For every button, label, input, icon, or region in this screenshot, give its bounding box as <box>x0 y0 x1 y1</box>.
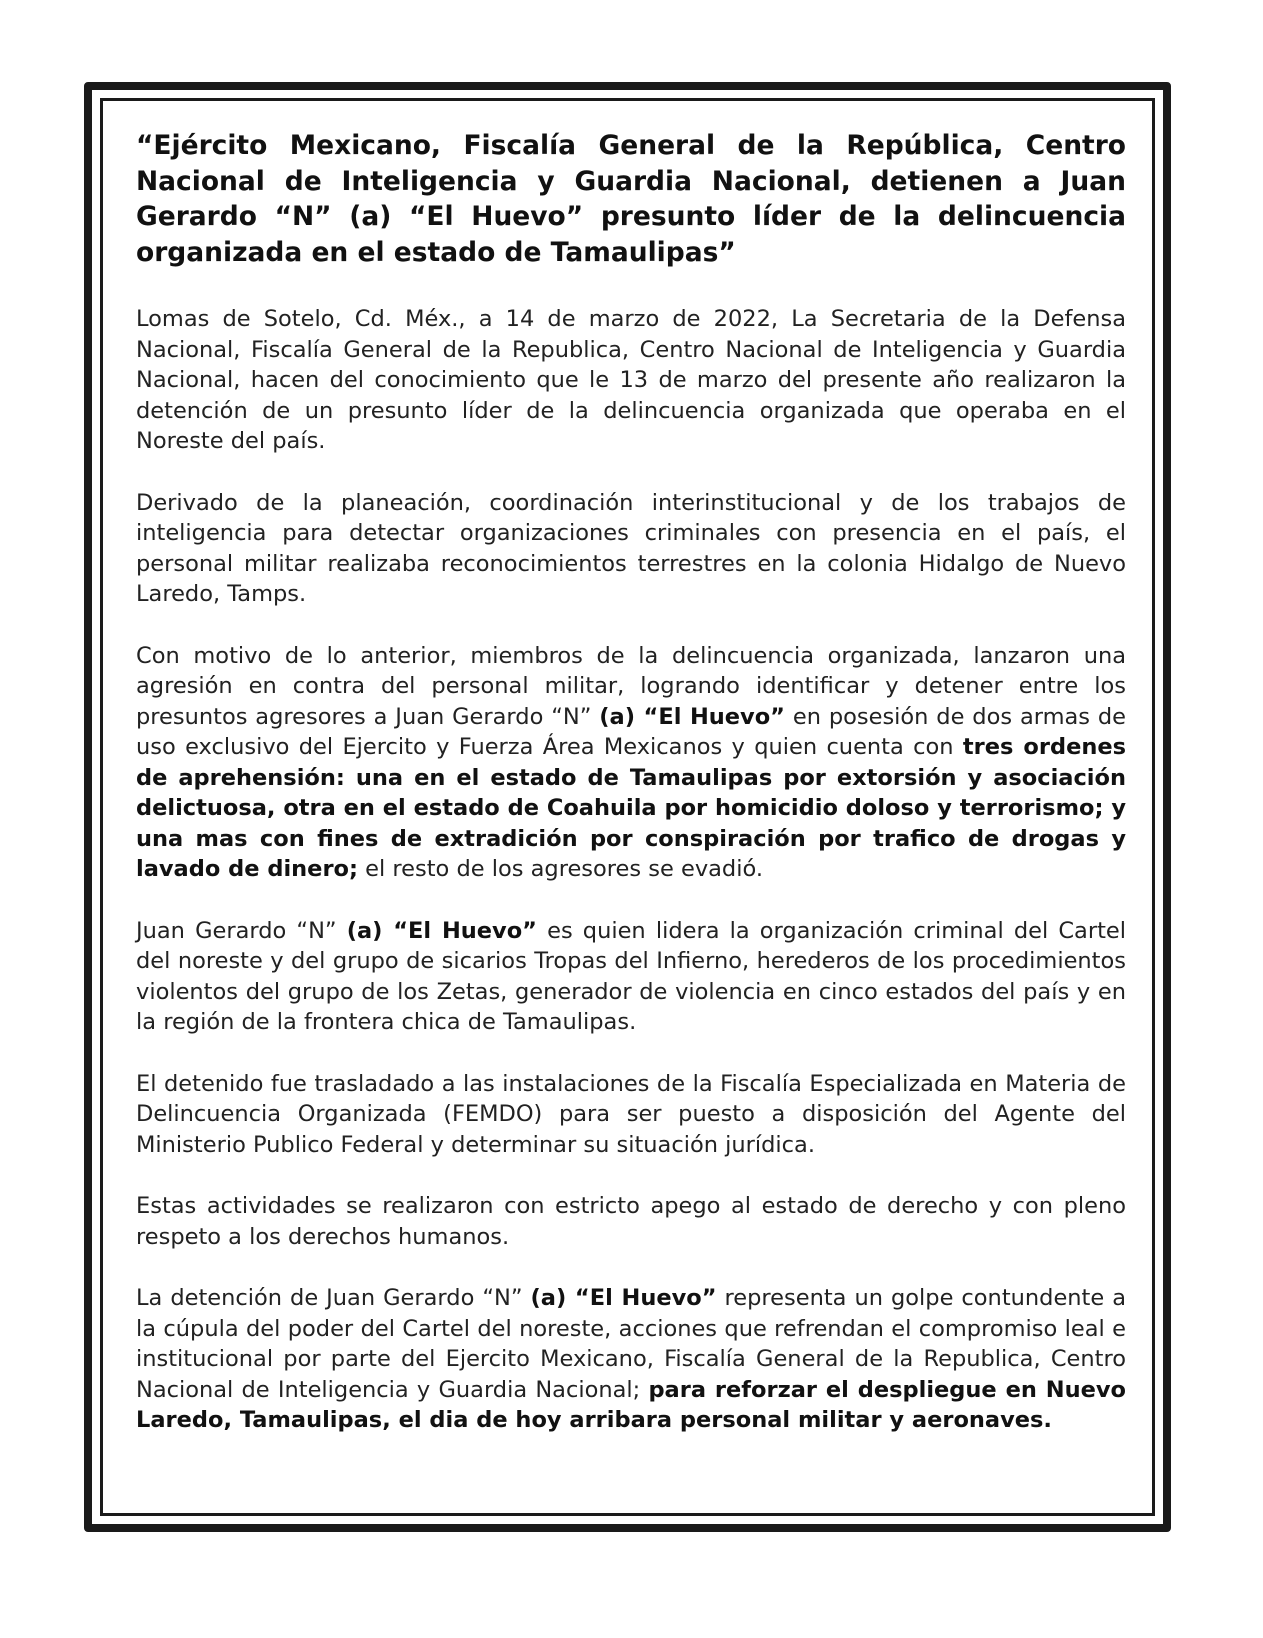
headline: “Ejército Mexicano, Fiscalía General de la República, Centro Nacional de Inteligencia y Guardia Nacional, detienen a Juan Gerardo “N” (a) “El Huevo” presunto líder de la delincuencia organizada en el estado de Tamaulipas” <box>136 130 1126 268</box>
arrest-text-2: en posesión de dos armas de uso exclusivo del Ejercito y Fuerza Área Mexicanos y quien cuenta con <box>136 703 1127 760</box>
paragraph-transfer: El detenido fue trasladado a las instalaciones de la Fiscalía Especializada en Materia de Delincuencia Organizada (FEMDO) para ser puesto a disposición del Agente del Ministerio Publico Federal y determinar su situación jurídica. <box>136 1070 1126 1158</box>
leader-text-2: es quien lidera la organización criminal del Cartel del noreste y del grupo de sicarios Tropas del Infierno, herederos de los procedimientos violentos del grupo de los Zetas, generador de violencia en cinco estados del país y en la región de la frontera chica de Tamaulipas. <box>136 917 1126 1035</box>
conclusion-text-1: La detención de Juan Gerardo “N” <box>136 1285 531 1311</box>
leader-text-1: Juan Gerardo “N” <box>136 917 347 944</box>
arrest-text-3: el resto de los agresores se evadió. <box>358 856 763 882</box>
alias-bold: (a) “El Huevo” <box>530 1285 717 1311</box>
deployment-bold: para reforzar el despliegue en Nuevo Laredo, Tamaulipas, el dia de hoy arribara personal militar y aeronaves. <box>136 1376 1126 1433</box>
alias-bold: (a) “El Huevo” <box>346 917 537 944</box>
warrants-bold: tres ordenes de aprehensión: una en el estado de Tamaulipas por extorsión y asociación delictuosa, otra en el estado de Coahuila por homicidio doloso y terrorismo; y una mas con fines de extradición por conspiración por trafico de drogas y lavado de dinero; <box>136 734 1126 882</box>
press-release <box>136 128 1126 1467</box>
paragraph-dateline: Lomas de Sotelo, Cd. Méx., a 14 de marzo de 2022, La Secretaria de la Defensa Nacional, Fiscalía General de la Republica, Centro Nacional de Inteligencia y Guardia Nacional, hacen del conocimiento que le 13 de marzo del presente año realizaron la detención de un presunto líder de la delincuencia organizada que operaba en el Noreste del país. <box>136 306 1126 454</box>
conclusion-text-2: representa un golpe contundente a la cúpula del poder del Cartel del noreste, acciones que refrendan el compromiso leal e institucional por parte del Ejercito Mexicano, Fiscalía General de la Republica, Centro Nacional de Inteligencia y Guardia Nacional; <box>136 1285 1127 1403</box>
paragraph-leader <box>136 916 1126 1038</box>
alias-bold: (a) “El Huevo” <box>599 703 785 730</box>
paragraph-rights: Estas actividades se realizaron con estricto apego al estado de derecho y con pleno respeto a los derechos humanos. <box>136 1193 1126 1250</box>
paragraph-planning: Derivado de la planeación, coordinación interinstitucional y de los trabajos de inteligencia para detectar organizaciones criminales con presencia en el país, el personal militar realizaba reconocimientos terrestres en la colonia Hidalgo de Nuevo Laredo, Tamps. <box>136 489 1126 607</box>
arrest-text-1: Con motivo de lo anterior, miembros de la delincuencia organizada, lanzaron una agresión en contra del personal militar, logrando identificar y detener entre los presuntos agresores a Juan Gerardo “N” <box>136 642 1126 730</box>
paragraph-conclusion <box>136 1283 1126 1436</box>
paragraph-arrest <box>136 641 1126 885</box>
